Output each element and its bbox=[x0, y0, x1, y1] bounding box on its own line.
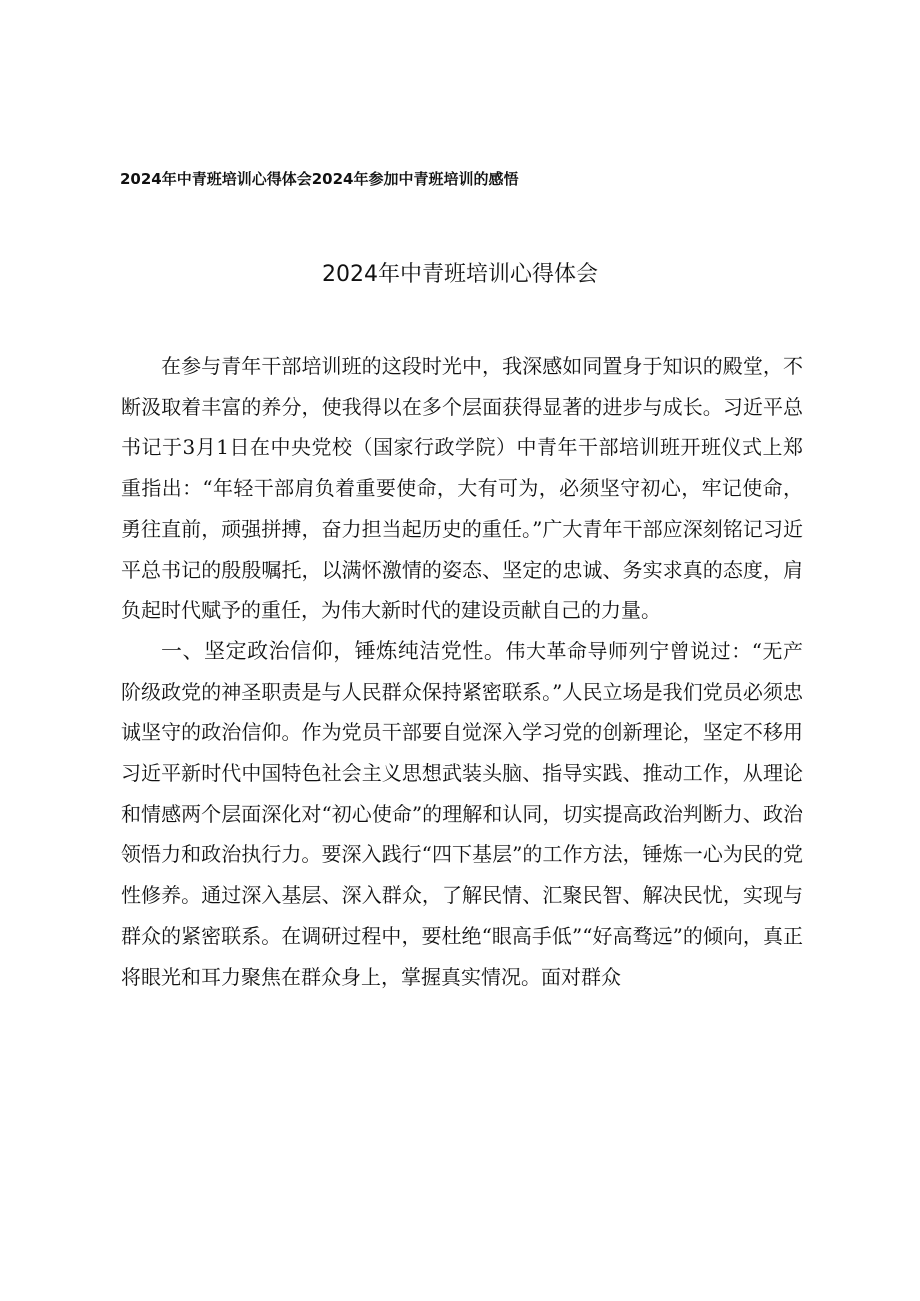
paragraph-intro-text: 在参与青年干部培训班的这段时光中，我深感如同置身于知识的殿堂，不断汲取着丰富的养分，使我得以在多个层面获得显著的进步与成长。习近平总书记于3月1日在中央党校（国家行政学院）中青年干部培训班开班仪式上郑重指出：“年轻干部肩负着重要使命，大有可为，必须坚守初心，牢记使命，勇往直前，顽强拼搏，奋力担当起历史的重任。”广大青年干部应深刻铭记习近平总书记的殷殷嘱托，以满怀激情的姿态、坚定的忠诚、务实求真的态度，肩负起时代赋予的重任，为伟大新时代的建设贡献自己的力量。 bbox=[121, 354, 803, 623]
document-body bbox=[121, 346, 803, 997]
document-header-line: 2024年中青班培训心得体会2024年参加中青班培训的感悟 bbox=[120, 170, 519, 188]
paragraph-intro bbox=[121, 346, 803, 631]
paragraph-section-one bbox=[121, 631, 803, 997]
document-title: 2024年中青班培训心得体会 bbox=[322, 262, 598, 287]
section-one-text: 伟大革命导师列宁曾说过：“无产阶级政党的神圣职责是与人民群众保持紧密联系。”人民立场是我们党员必须忠诚坚守的政治信仰。作为党员干部要自觉深入学习党的创新理论，坚定不移用习近平新时代中国特色社会主义思想武装头脑、指导实践、推动工作，从理论和情感两个层面深化对“初心使命”的理解和认同，切实提高政治判断力、政治领悟力和政治执行力。要深入践行“四下基层”的工作方法，锤炼一心为民的党性修养。通过深入基层、深入群众，了解民情、汇聚民智、解决民忧，实现与群众的紧密联系。在调研过程中，要杜绝“眼高手低”“好高骛远”的倾向，真正将眼光和耳力聚焦在群众身上，掌握真实情况。面对群众 bbox=[121, 638, 804, 989]
section-one-heading: 一、坚定政治信仰，锤炼纯洁党性。 bbox=[161, 638, 506, 663]
